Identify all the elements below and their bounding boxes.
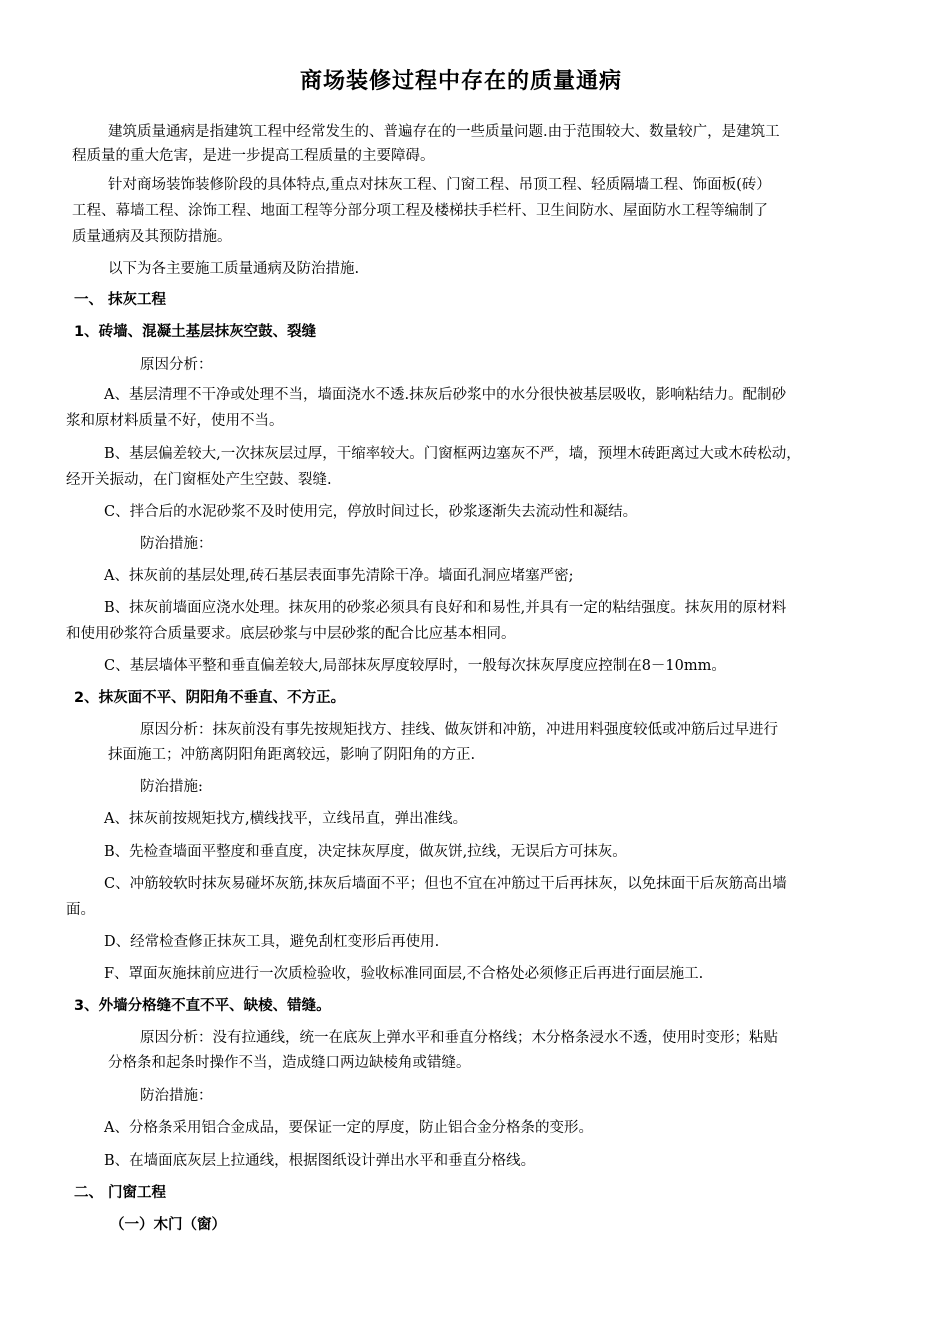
paragraph-line: C、冲筋较软时抹灰易碰坏灰筋,抹灰后墙面不平；但也不宜在冲筋过干后再抹灰，以免抹面干后灰筋高出墙 <box>104 876 787 892</box>
paragraph-line: 原因分析：抹灰前没有事先按规矩找方、挂线、做灰饼和冲筋，冲进用料强度较低或冲筋后过早进行 <box>140 722 778 738</box>
paragraph-line: 针对商场装饰装修阶段的具体特点,重点对抹灰工程、门窗工程、吊顶工程、轻质隔墙工程、饰面板(砖） <box>108 177 771 193</box>
paragraph-line: 以下为各主要施工质量通病及防治措施. <box>108 261 360 277</box>
paragraph-line: 建筑质量通病是指建筑工程中经常发生的、普遍存在的一些质量问题.由于范围较大、数量较广，是建筑工 <box>108 124 780 140</box>
page-title: 商场装修过程中存在的质量通病 <box>300 69 623 94</box>
section-heading: 二、 门窗工程 <box>74 1185 167 1201</box>
paragraph-line: 原因分析：没有拉通线，统一在底灰上弹水平和垂直分格线；木分格条浸水不透，使用时变形；粘贴 <box>140 1030 778 1046</box>
paragraph-line: 工程、幕墙工程、涂饰工程、地面工程等分部分项工程及楼梯扶手栏杆、卫生间防水、屋面防水工程等编制了 <box>72 203 768 219</box>
paragraph-line: 和使用砂浆符合质量要求。底层砂浆与中层砂浆的配合比应基本相同。 <box>66 626 516 642</box>
paragraph-line: A、基层清理不干净或处理不当，墙面浇水不透.抹灰后砂浆中的水分很快被基层吸收，影响粘结力。配制砂 <box>104 387 787 403</box>
paragraph-line: 抹面施工；冲筋离阴阳角距离较远，影响了阴阳角的方正. <box>108 747 476 763</box>
paragraph-line: B、先检查墙面平整度和垂直度，决定抹灰厚度，做灰饼,拉线，无误后方可抹灰。 <box>104 844 627 860</box>
paragraph-line: D、经常检查修正抹灰工具，避免刮杠变形后再使用. <box>104 934 440 950</box>
label-line: 防治措施： <box>140 536 213 552</box>
subsection-heading: 2、抹灰面不平、阴阳角不垂直、不方正。 <box>74 690 346 706</box>
paragraph-line: A、抹灰前的基层处理,砖石基层表面事先清除干净。墙面孔洞应堵塞严密; <box>104 568 574 584</box>
paragraph-line: B、在墙面底灰层上拉通线，根据图纸设计弹出水平和垂直分格线。 <box>104 1153 536 1169</box>
paragraph-line: A、抹灰前按规矩找方,横线找平，立线吊直，弹出准线。 <box>104 811 468 827</box>
paragraph-line: C、基层墙体平整和垂直偏差较大,局部抹灰厚度较厚时，一般每次抹灰厚度应控制在8－10mm。 <box>104 658 726 674</box>
paragraph-line: F、罩面灰施抹前应进行一次质检验收，验收标准同面层,不合格处必须修正后再进行面层施工. <box>104 966 704 982</box>
paragraph-line: 分格条和起条时操作不当，造成缝口两边缺棱角或错缝。 <box>108 1055 471 1071</box>
paragraph-line: 浆和原材料质量不好，使用不当。 <box>66 413 284 429</box>
paragraph-line: A、分格条采用铝合金成品，要保证一定的厚度，防止铝合金分格条的变形。 <box>104 1120 593 1136</box>
paragraph-line: 经开关振动，在门窗框处产生空鼓、裂缝. <box>66 472 332 488</box>
label-line: 原因分析： <box>140 357 213 373</box>
subsection-heading: 1、砖墙、混凝土基层抹灰空鼓、裂缝 <box>74 324 317 340</box>
subsection-heading: 3、外墙分格缝不直不平、缺棱、错缝。 <box>74 998 331 1014</box>
label-line: 防治措施: <box>140 779 203 795</box>
paragraph-line: 质量通病及其预防措施。 <box>72 229 232 245</box>
paragraph-line: C、拌合后的水泥砂浆不及时使用完，停放时间过长，砂浆逐渐失去流动性和凝结。 <box>104 504 638 520</box>
paragraph-line: 面。 <box>66 902 95 918</box>
paragraph-line: B、抹灰前墙面应浇水处理。抹灰用的砂浆必须具有良好和和易性,并具有一定的粘结强度。抹灰用的原材料 <box>104 600 787 616</box>
label-line: 防治措施： <box>140 1088 213 1104</box>
section-heading: 一、 抹灰工程 <box>74 292 167 308</box>
paragraph-line: B、基层偏差较大,一次抹灰层过厚，干缩率较大。门窗框两边塞灰不严，墙，预埋木砖距离过大或木砖松动， <box>104 446 801 462</box>
subsection-heading: （一）木门（窗） <box>110 1217 226 1233</box>
paragraph-line: 程质量的重大危害，是进一步提高工程质量的主要障碍。 <box>72 148 435 164</box>
